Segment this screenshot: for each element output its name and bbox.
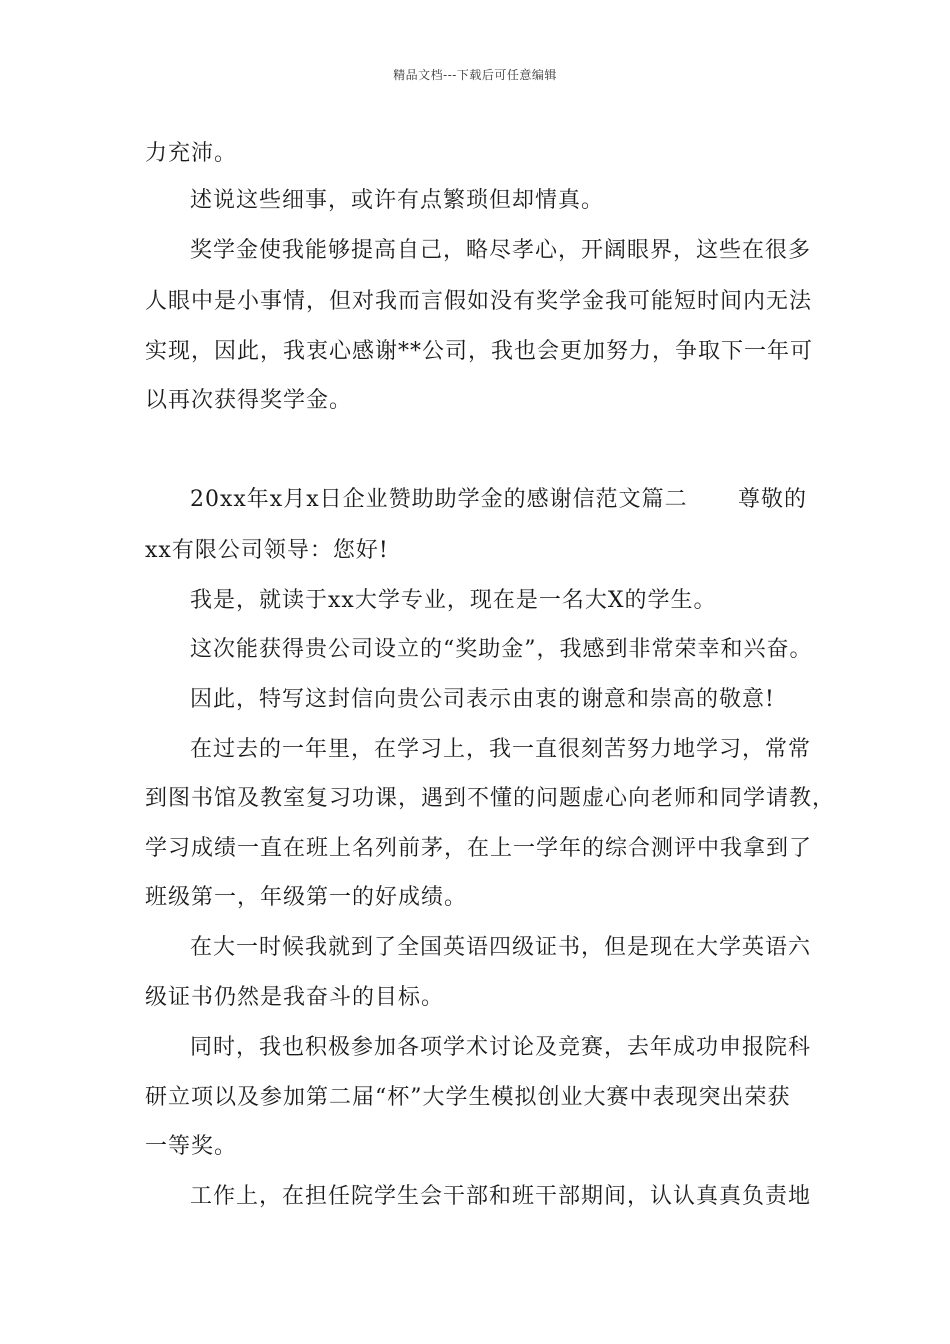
paragraph-line: 同时，我也积极参加各项学术讨论及竞赛，去年成功申报院科 <box>190 1035 812 1060</box>
paragraph-line: 人眼中是小事情，但对我而言假如没有奖学金我可能短时间内无法 <box>145 289 813 314</box>
paragraph-line: 因此，特写这封信向贵公司表示由衷的谢意和崇高的敬意! <box>190 687 775 712</box>
paragraph-line: 这次能获得贵公司设立的“奖助金”，我感到非常荣幸和兴奋。 <box>190 637 813 662</box>
salutation-start: 尊敬的 <box>737 487 807 512</box>
page-header: 精品文档---下载后可任意编辑 <box>393 68 557 82</box>
letter-heading-line <box>190 485 825 515</box>
paragraph-line: 我是，就读于xx大学专业，现在是一名大X的学生。 <box>190 588 717 613</box>
paragraph-line: 以再次获得奖学金。 <box>145 388 353 413</box>
paragraph-line: 在过去的一年里，在学习上，我一直很刻苦努力地学习，常常 <box>190 737 812 762</box>
paragraph-line: 研立项以及参加第二届“杯”大学生模拟创业大赛中表现突出荣获 <box>145 1085 791 1110</box>
paragraph-line: 学习成绩一直在班上名列前茅，在上一学年的综合测评中我拿到了 <box>145 836 813 861</box>
paragraph-line: 述说这些细事，或许有点繁琐但却情真。 <box>190 188 605 213</box>
paragraph-line: 级证书仍然是我奋斗的目标。 <box>145 985 445 1010</box>
paragraph-line: 在大一时候我就到了全国英语四级证书，但是现在大学英语六 <box>190 935 812 960</box>
paragraph-line: 工作上，在担任院学生会干部和班干部期间，认认真真负责地 <box>190 1184 812 1209</box>
paragraph-line: 到图书馆及教室复习功课，遇到不懂的问题虚心向老师和同学请教， <box>145 786 836 811</box>
salutation-line: xx有限公司领导：您好! <box>145 538 389 563</box>
letter-title: 20xx年x月x日企业赞助助学金的感谢信范文篇二 <box>190 487 688 512</box>
paragraph-line: 奖学金使我能够提高自己，略尽孝心，开阔眼界，这些在很多 <box>190 238 812 263</box>
paragraph-line: 力充沛。 <box>145 141 238 166</box>
paragraph-line: 班级第一，年级第一的好成绩。 <box>145 885 468 910</box>
paragraph-line: 实现，因此，我衷心感谢**公司，我也会更加努力，争取下一年可 <box>145 339 814 364</box>
paragraph-line: 一等奖。 <box>145 1134 238 1159</box>
